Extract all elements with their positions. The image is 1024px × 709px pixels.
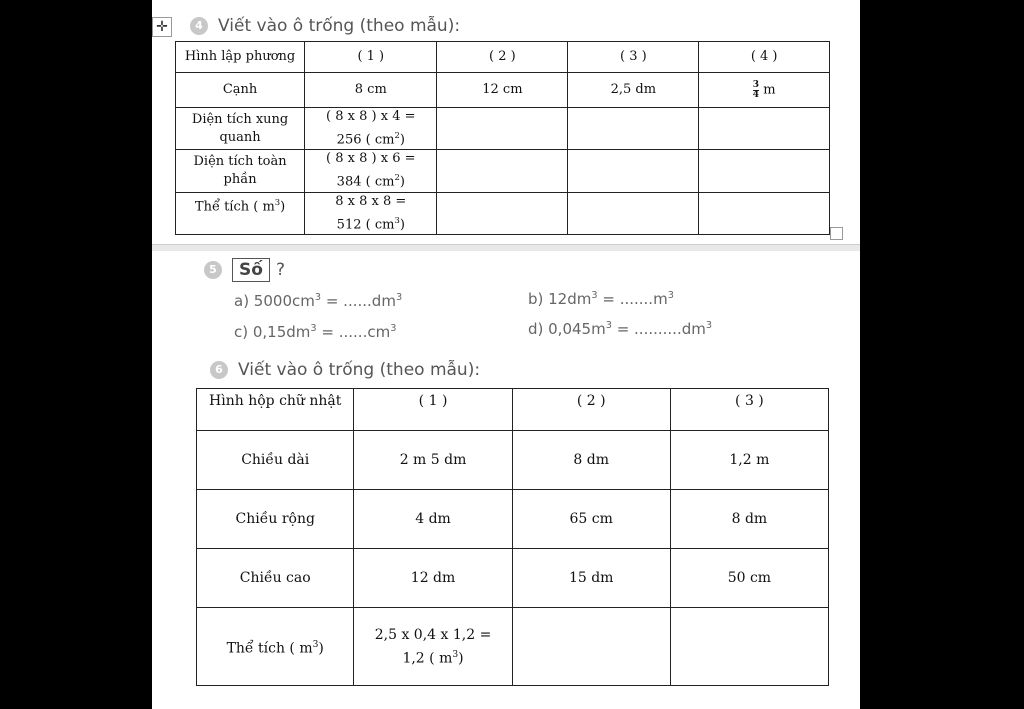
- table-cell: 2 m 5 dm: [354, 431, 512, 490]
- header-cell: ( 2 ): [437, 42, 568, 73]
- table-cell: 8 dm: [670, 490, 828, 549]
- question-mark: ?: [275, 260, 285, 280]
- empty-cell[interactable]: [670, 608, 828, 686]
- box-table: [196, 388, 829, 686]
- cube-table: [175, 41, 830, 235]
- header-cell: ( 4 ): [699, 42, 830, 73]
- table-resize-handle[interactable]: [830, 227, 843, 240]
- exercise-6-title: Viết vào ô trống (theo mẫu):: [238, 360, 481, 380]
- table-cell: 2,5 x 0,4 x 1,2 = 1,2 ( $m^3$): [354, 608, 512, 686]
- header-cell: Hình lập phương: [176, 42, 305, 73]
- exercise-6-heading: [210, 360, 480, 380]
- row-label: Chiều rộng: [197, 490, 354, 549]
- so-box-label: Số: [232, 258, 270, 282]
- header-cell: Hình hộp chữ nhật: [197, 389, 354, 431]
- table-row: [176, 108, 830, 150]
- header-cell: ( 3 ): [568, 42, 699, 73]
- table-cell: ( 8 x 8 ) x 4 = 256 ( $cm^2$): [305, 108, 437, 150]
- empty-cell[interactable]: [568, 192, 699, 234]
- empty-cell[interactable]: [699, 150, 830, 192]
- expression-a: a) $5000cm^3 = ......dm^3$: [234, 292, 403, 310]
- empty-cell[interactable]: [437, 150, 568, 192]
- exercise-number-badge: 6: [210, 361, 228, 379]
- header-cell: ( 3 ): [670, 389, 828, 431]
- exercise-number-badge: 4: [190, 17, 208, 35]
- header-cell: ( 1 ): [354, 389, 512, 431]
- table-header-row: [176, 42, 830, 73]
- table-row: [176, 150, 830, 192]
- table-row: [197, 431, 829, 490]
- row-label: Diện tích xung quanh: [176, 108, 305, 150]
- table-row: [197, 490, 829, 549]
- row-label: Cạnh: [176, 73, 305, 108]
- table-cell: 8 cm: [305, 73, 437, 108]
- table-cell: 1,2 m: [670, 431, 828, 490]
- expression-d: d) $0,045m^3 = ..........dm^3$: [528, 320, 713, 338]
- empty-cell[interactable]: [512, 608, 670, 686]
- empty-cell[interactable]: [699, 108, 830, 150]
- expression-b: b) $12dm^3 = .......m^3$: [528, 290, 674, 308]
- empty-cell[interactable]: [568, 108, 699, 150]
- table-cell: 50 cm: [670, 549, 828, 608]
- page-separator: [152, 244, 860, 251]
- fraction: $\frac{3}{4}$: [752, 79, 760, 100]
- table-cell: 15 dm: [512, 549, 670, 608]
- table-move-handle-icon[interactable]: ✛: [152, 17, 172, 37]
- table-cell: 8 x 8 x 8 = 512 ( $cm^3$): [305, 192, 437, 234]
- exercise-4-heading: [190, 16, 460, 36]
- table-row: [176, 192, 830, 234]
- row-label: Diện tích toàn phần: [176, 150, 305, 192]
- table-cell: 2,5 dm: [568, 73, 699, 108]
- header-cell: ( 2 ): [512, 389, 670, 431]
- table-cell: ( 8 x 8 ) x 6 = 384 ( $cm^2$): [305, 150, 437, 192]
- table-header-row: [197, 389, 829, 431]
- exercise-4-title: Viết vào ô trống (theo mẫu):: [218, 16, 461, 36]
- table-cell: 8 dm: [512, 431, 670, 490]
- table-row: [197, 608, 829, 686]
- empty-cell[interactable]: [568, 150, 699, 192]
- table-cell: 4 dm: [354, 490, 512, 549]
- exercise-5-heading: [204, 258, 285, 282]
- row-label: Chiều dài: [197, 431, 354, 490]
- table-cell: 65 cm: [512, 490, 670, 549]
- row-label: Thể tích ( $m^3$): [197, 608, 354, 686]
- table-cell: 12 dm: [354, 549, 512, 608]
- table-row: [197, 549, 829, 608]
- header-cell: ( 1 ): [305, 42, 437, 73]
- row-label: Thể tích ( $m^3$): [176, 192, 305, 234]
- exercise-number-badge: 5: [204, 261, 222, 279]
- empty-cell[interactable]: [699, 192, 830, 234]
- table-row: [176, 73, 830, 108]
- table-cell: 12 cm: [437, 73, 568, 108]
- row-label: Chiều cao: [197, 549, 354, 608]
- empty-cell[interactable]: [437, 108, 568, 150]
- empty-cell[interactable]: [437, 192, 568, 234]
- document-page: [152, 0, 860, 709]
- expression-c: c) $0,15dm^3 = ......cm^3$: [234, 323, 397, 341]
- table-cell: $\frac{3}{4}$ m: [699, 73, 830, 108]
